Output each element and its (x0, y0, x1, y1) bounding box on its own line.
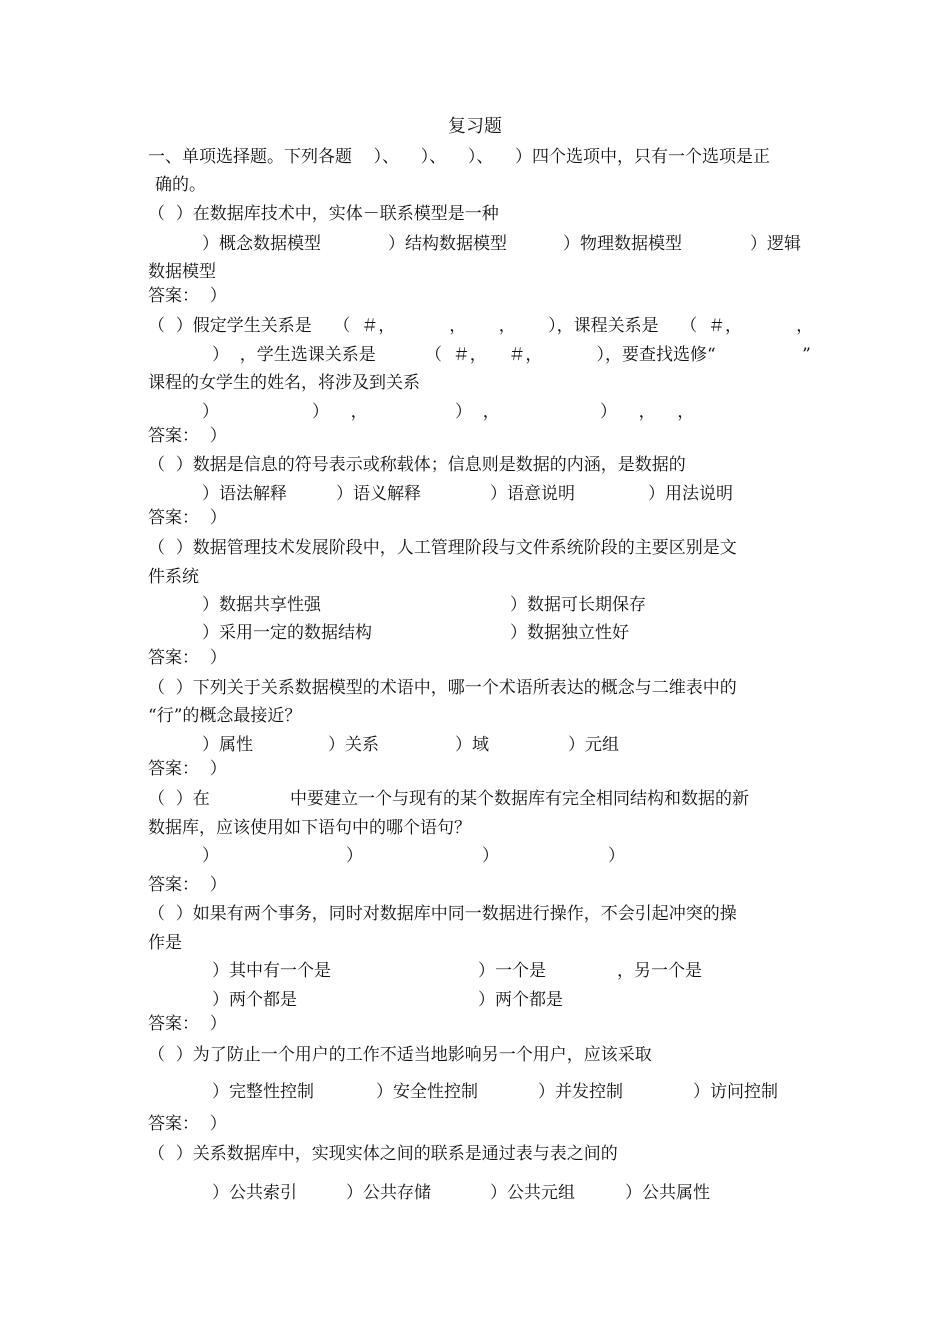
q7-option-a: ）其中有一个是 (212, 961, 331, 981)
q1-option-d: ）逻辑 (750, 234, 801, 254)
question-3-stem: （ ）数据是信息的符号表示或称载体；信息则是数据的内涵，是数据的 (148, 455, 686, 475)
q4-answer: 答案： ） (148, 648, 227, 668)
q4-option-b: ）数据可长期保存 (510, 595, 646, 615)
q5-option-c: ）域 (455, 735, 489, 755)
question-6-stem-cont: 数据库，应该使用如下语句中的哪个语句？ (148, 818, 471, 838)
q6-option-d: ） (608, 846, 625, 866)
q2-option-b: ） ， (312, 402, 368, 422)
q3-option-d: ）用法说明 (648, 484, 733, 504)
q2-option-d: ） ， ， (600, 402, 695, 422)
q7-answer: 答案： ） (148, 1014, 227, 1034)
question-2-stem-c: （ ＃， ＃， ），要查找选修“ ” (425, 345, 811, 365)
q9-option-d: ）公共属性 (625, 1183, 710, 1203)
q4-option-c: ）采用一定的数据结构 (202, 623, 372, 643)
q4-option-a: ）数据共享性强 (202, 595, 321, 615)
q7-option-c: ）两个都是 (212, 990, 297, 1010)
q2-option-a: ） (202, 402, 219, 422)
question-4-stem: （ ）数据管理技术发展阶段中，人工管理阶段与文件系统阶段的主要区别是文 (148, 538, 737, 558)
question-5-stem-cont: “行”的概念最接近？ (148, 706, 302, 726)
section-heading-cont: 确的。 (155, 175, 206, 195)
q3-option-c: ）语意说明 (490, 484, 575, 504)
q5-option-b: ）关系 (328, 735, 379, 755)
q8-answer: 答案： ） (148, 1114, 227, 1134)
question-2-stem: （ ）假定学生关系是 （ ＃， ， ， ），课程关系是 （ ＃， ， (148, 316, 814, 336)
question-2-stem-b: ） ，学生选课关系是 (212, 345, 376, 365)
q1-option-a: ）概念数据模型 (202, 234, 321, 254)
question-7-stem-cont: 作是 (148, 933, 182, 953)
q3-answer: 答案： ） (148, 508, 227, 528)
q1-option-d-cont: 数据模型 (148, 262, 216, 282)
q9-option-a: ）公共索引 (212, 1183, 297, 1203)
question-6-stem-b: 中要建立一个与现有的某个数据库有完全相同结构和数据的新 (290, 789, 749, 809)
q7-option-d: ）两个都是 (478, 990, 563, 1010)
question-8-stem: （ ）为了防止一个用户的工作不适当地影响另一个用户，应该采取 (148, 1045, 652, 1065)
q9-option-b: ）公共存储 (346, 1183, 431, 1203)
q3-option-a: ）语法解释 (202, 484, 287, 504)
q6-option-b: ） (346, 846, 363, 866)
question-4-stem-cont: 件系统 (148, 567, 199, 587)
q2-answer: 答案： ） (148, 426, 227, 446)
q1-option-b: ）结构数据模型 (388, 234, 507, 254)
question-5-stem: （ ）下列关于关系数据模型的术语中，哪一个术语所表达的概念与二维表中的 (148, 678, 737, 698)
q9-option-c: ）公共元组 (490, 1183, 575, 1203)
q1-option-c: ）物理数据模型 (563, 234, 682, 254)
q8-option-a: ）完整性控制 (212, 1082, 314, 1102)
q3-option-b: ）语义解释 (336, 484, 421, 504)
q8-option-c: ）并发控制 (538, 1082, 623, 1102)
question-1-stem: （ ）在数据库技术中，实体－联系模型是一种 (148, 204, 499, 224)
section-heading: 一、单项选择题。下列各题 ）、 ）、 ）、 ）四个选项中，只有一个选项是正 (148, 147, 770, 167)
q4-option-d: ）数据独立性好 (510, 623, 629, 643)
question-7-stem: （ ）如果有两个事务，同时对数据库中同一数据进行操作，不会引起冲突的操 (148, 904, 737, 924)
q5-answer: 答案： ） (148, 759, 227, 779)
q8-option-b: ）安全性控制 (376, 1082, 478, 1102)
document-title: 复习题 (448, 116, 502, 137)
q7-option-b: ）一个是 (478, 961, 546, 981)
q8-option-d: ）访问控制 (693, 1082, 778, 1102)
question-6-stem: （ ）在 (148, 789, 210, 809)
question-9-stem: （ ）关系数据库中，实现实体之间的联系是通过表与表之间的 (148, 1144, 618, 1164)
q1-answer: 答案： ） (148, 286, 227, 306)
q6-option-a: ） (202, 846, 219, 866)
question-2-stem-d: 课程的女学生的姓名，将涉及到关系 (148, 373, 420, 393)
q6-answer: 答案： ） (148, 875, 227, 895)
q5-option-a: ）属性 (202, 735, 253, 755)
q6-option-c: ） (482, 846, 499, 866)
q2-option-c: ） ， (455, 402, 500, 422)
q7-option-b-cont: ，另一个是 (617, 961, 702, 981)
q5-option-d: ）元组 (568, 735, 619, 755)
